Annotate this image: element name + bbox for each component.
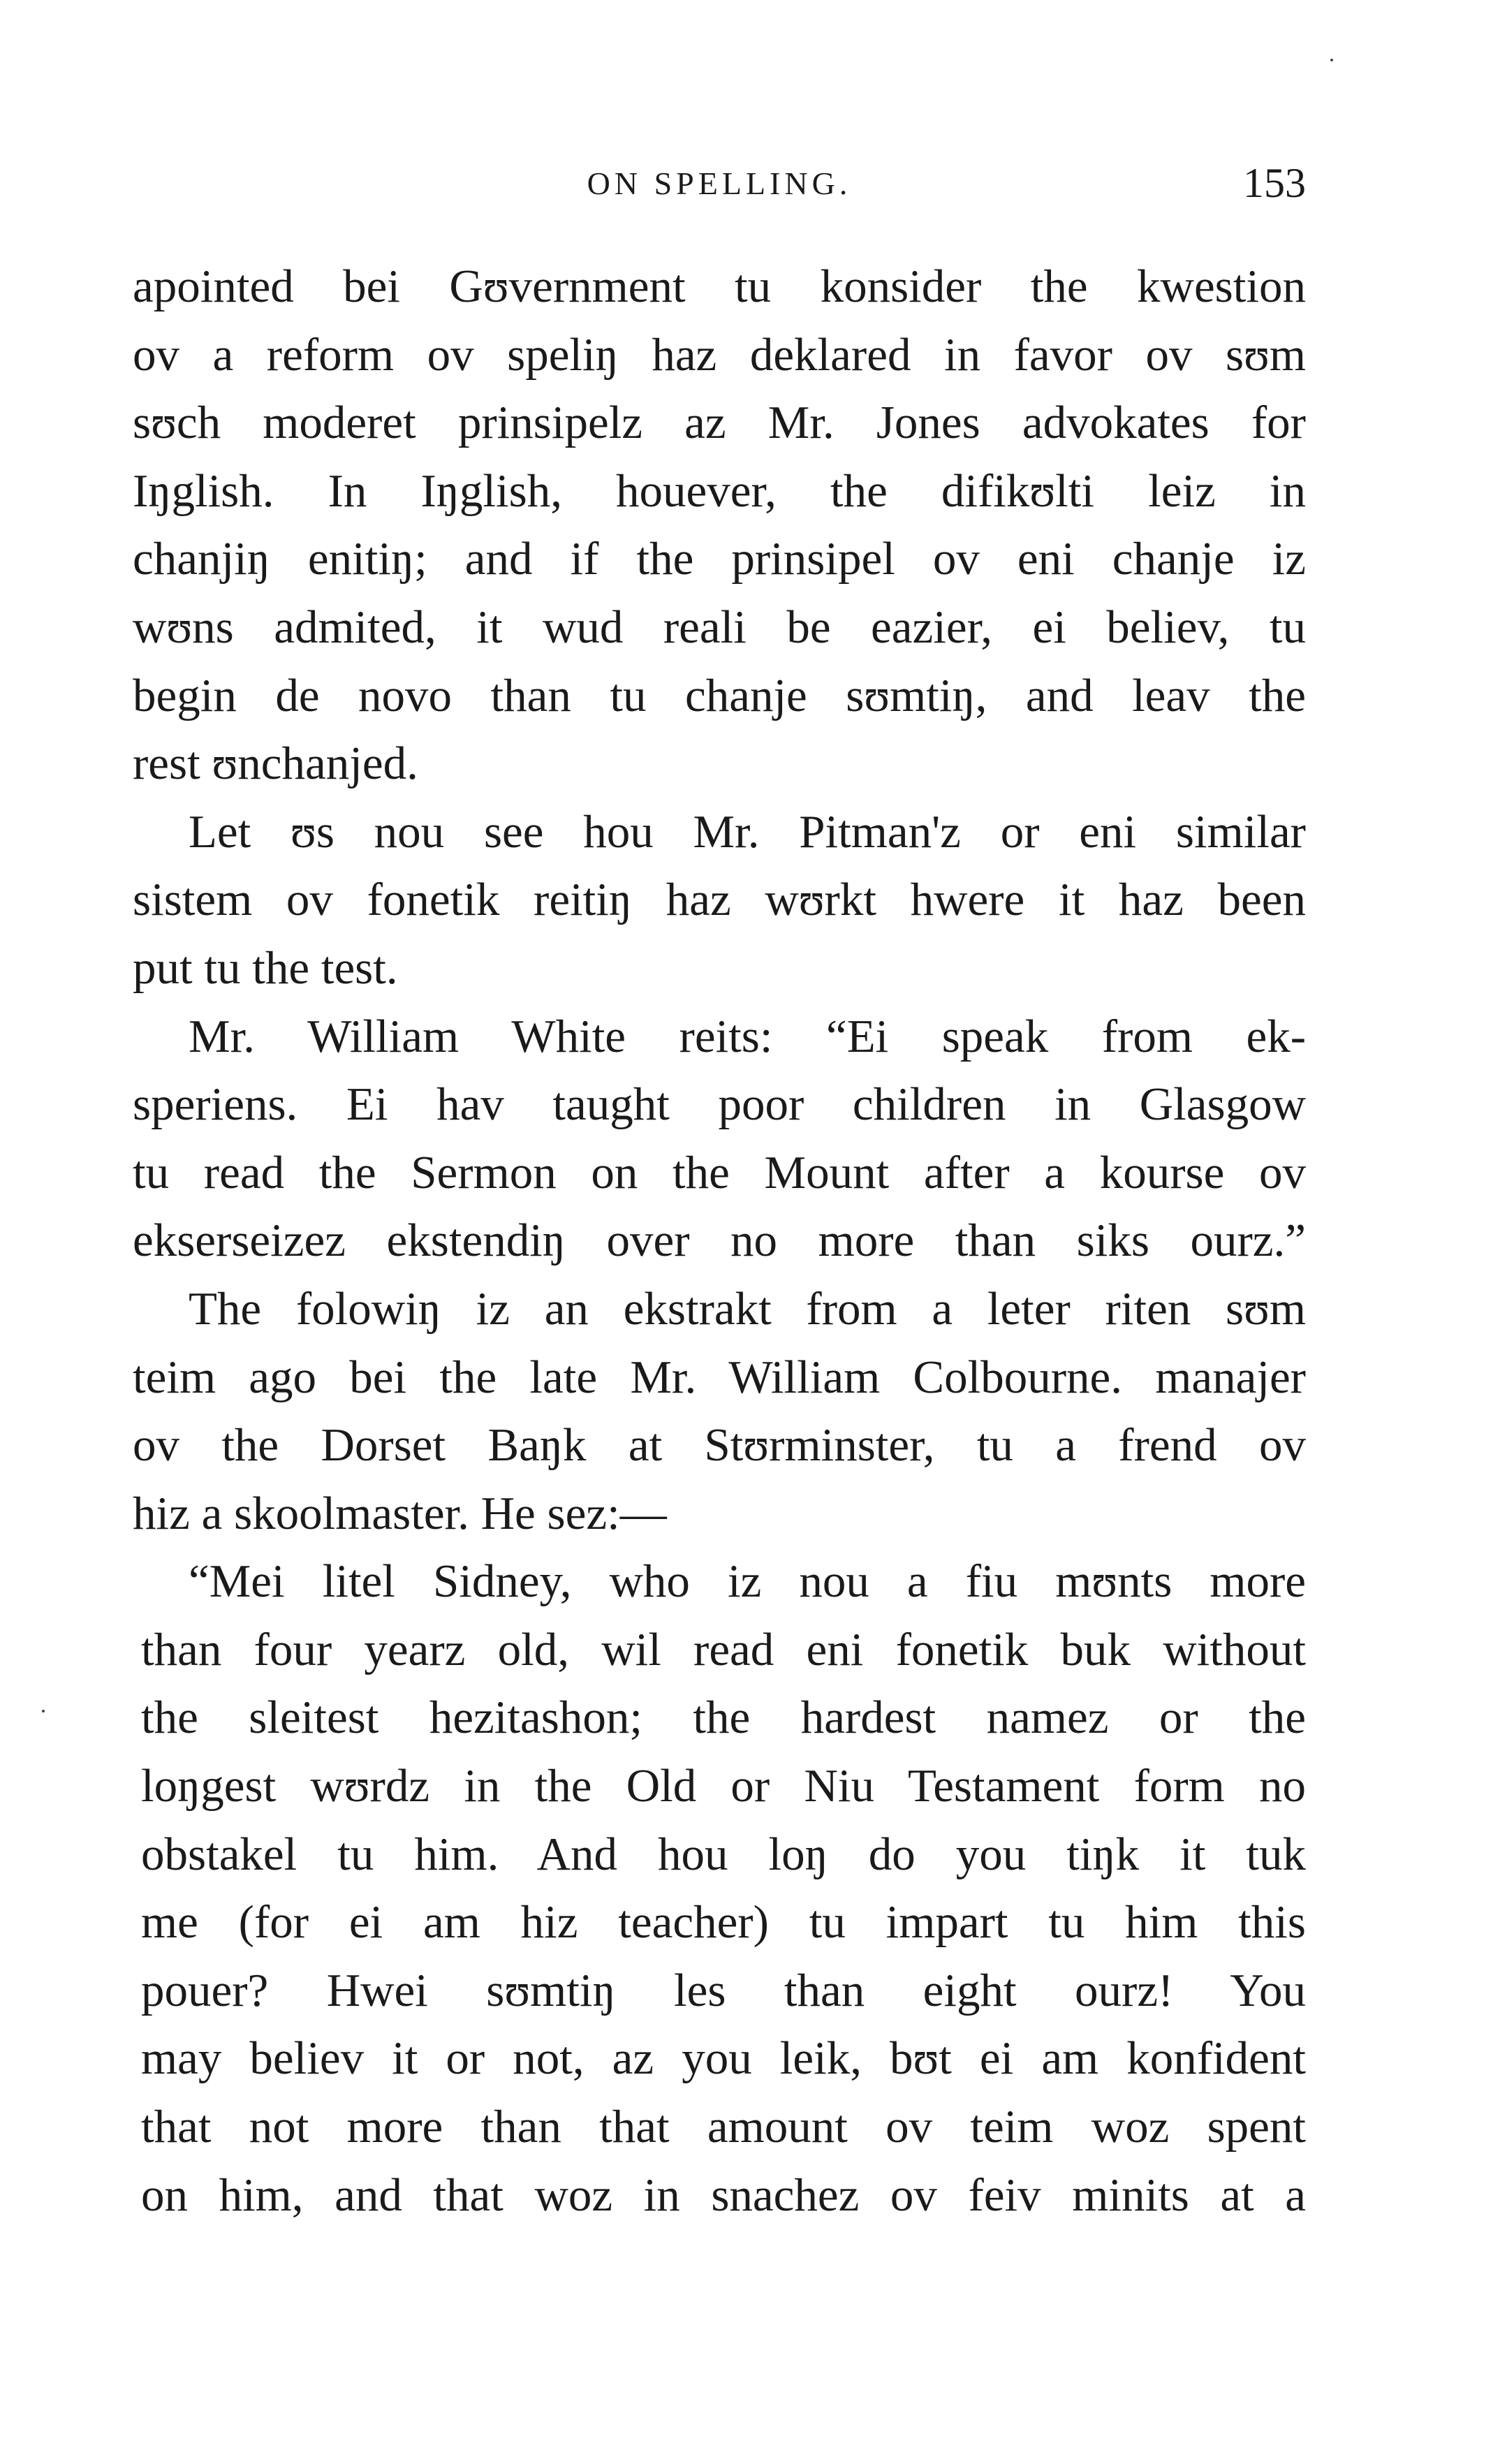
text-line: ov the Dorset Baŋk at Stʊrminster, tu a frend ov [133, 1419, 1306, 1472]
text-line: wʊns admited, it wud reali be eazier, ei believ, tu [133, 601, 1306, 653]
text-line: that not more than that amount ov teim woz spent [141, 2101, 1306, 2153]
scan-speck [42, 1710, 45, 1713]
text-line: “Mei litel Sidney, who iz nou a fiu mʊnts more [189, 1555, 1306, 1608]
text-line: sʊch moderet prinsipelz az Mr. Jones advokates for [133, 397, 1306, 449]
running-title: ON SPELLING. [587, 166, 852, 201]
text-line: chanjiŋ enitiŋ; and if the prinsipel ov eni chanje iz [133, 533, 1306, 585]
text-line: rest ʊnchanjed. [133, 738, 418, 790]
text-line: tu read the Sermon on the Mount after a kourse ov [133, 1146, 1306, 1198]
body-text [133, 253, 1306, 2229]
scan-speck [1330, 59, 1333, 61]
text-line: The folowiŋ iz an ekstrakt from a leter riten sʊm [189, 1282, 1306, 1335]
text-line: than four yearz old, wil read eni fonetik buk without [141, 1623, 1306, 1675]
text-line: the sleitest hezitashon; the hardest namez or the [141, 1692, 1306, 1744]
text-line: teim ago bei the late Mr. William Colbourne. manajer [133, 1351, 1306, 1403]
running-head [133, 159, 1306, 215]
text-line: ov a reform ov speliŋ haz deklared in favor ov sʊm [133, 328, 1306, 381]
text-line: Let ʊs nou see hou Mr. Pitman'z or eni similar [189, 805, 1306, 858]
text-line: on him, and that woz in snachez ov feiv minits at a [141, 2169, 1306, 2221]
text-line: sistem ov fonetik reitiŋ haz wʊrkt hwere it haz been [133, 874, 1306, 926]
text-line: hiz a skoolmaster. He sez:— [133, 1487, 667, 1539]
text-line: ekserseizez ekstendiŋ over no more than siks ourz.” [133, 1215, 1306, 1267]
text-line: obstakel tu him. And hou loŋ do you tiŋk it tuk [141, 1828, 1306, 1880]
text-line: pouer? Hwei sʊmtiŋ les than eight ourz! You [141, 1964, 1306, 2016]
text-line: Iŋglish. In Iŋglish, houever, the difikʊlti leiz in [133, 464, 1306, 517]
page-number: 153 [1243, 160, 1306, 206]
text-line: loŋgest wʊrdz in the Old or Niu Testament form no [141, 1760, 1306, 1812]
text-line: may believ it or not, az you leik, bʊt ei am konfident [141, 2032, 1306, 2085]
text-line: speriens. Ei hav taught poor children in Glasgow [133, 1078, 1306, 1131]
text-line: me (for ei am hiz teacher) tu impart tu him this [141, 1896, 1306, 1949]
text-line: put tu the test. [133, 941, 398, 994]
text-line: begin de novo than tu chanje sʊmtiŋ, and leav the [133, 669, 1306, 721]
text-line: apointed bei Gʊvernment tu konsider the kwestion [133, 261, 1306, 312]
text-line: Mr. William White reits: “Ei speak from ek- [189, 1010, 1306, 1062]
